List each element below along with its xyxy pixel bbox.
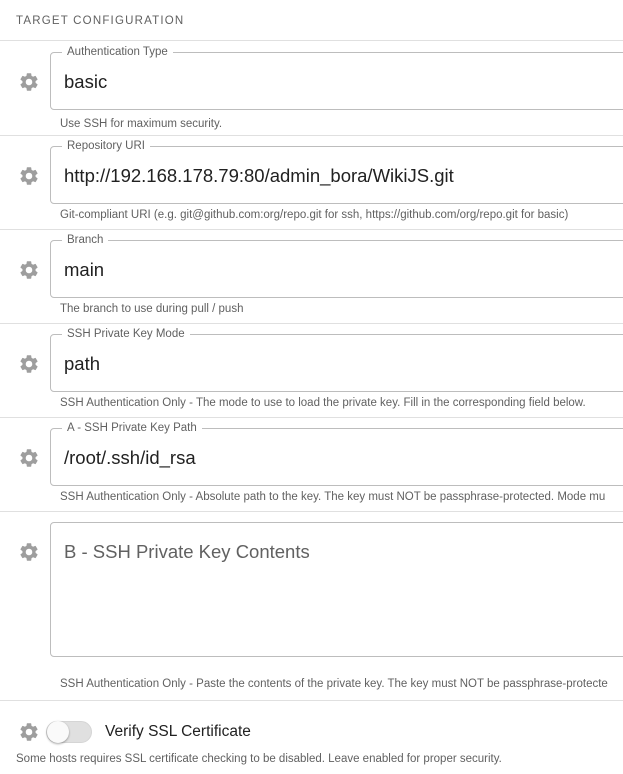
- branch-hint: The branch to use during pull / push: [60, 303, 244, 315]
- ssh-private-key-mode-input[interactable]: [50, 328, 623, 392]
- ssh-private-key-path-input[interactable]: [50, 422, 623, 486]
- repository-uri-hint: Git-compliant URI (e.g. git@github.com:org/repo.git for ssh, https://github.com/org/repo.git for basic): [60, 209, 569, 221]
- verify-ssl-label: Verify SSL Certificate: [105, 723, 251, 740]
- gear-icon: [18, 447, 40, 469]
- branch-input[interactable]: [50, 234, 623, 298]
- ssh-private-key-path-hint: SSH Authentication Only - Absolute path to the key. The key must NOT be passphrase-protected. Mode mu: [60, 491, 606, 503]
- ssh-private-key-contents-hint: SSH Authentication Only - Paste the contents of the private key. The key must NOT be passphrase-protecte: [60, 678, 608, 690]
- authentication-type-legend: Authentication Type: [62, 45, 173, 59]
- divider-2: [0, 229, 623, 230]
- ssh-private-key-path-value: /root/.ssh/id_rsa: [64, 447, 196, 468]
- gear-icon: [18, 165, 40, 187]
- verify-ssl-toggle-knob[interactable]: [47, 721, 69, 743]
- branch-value: main: [64, 259, 105, 280]
- ssh-private-key-contents-placeholder: B - SSH Private Key Contents: [64, 541, 310, 562]
- authentication-type-hint: Use SSH for maximum security.: [60, 118, 223, 130]
- ssh-private-key-mode-hint: SSH Authentication Only - The mode to use to load the private key. Fill in the corresponding field below.: [60, 397, 586, 409]
- repository-uri-value: http://192.168.178.79:80/admin_bora/WikiJS.git: [64, 165, 454, 186]
- divider-3: [0, 323, 623, 324]
- authentication-type-input[interactable]: [50, 46, 623, 110]
- gear-icon: [18, 259, 40, 281]
- divider-6: [0, 700, 623, 701]
- gear-icon: [18, 721, 40, 743]
- ssh-private-key-mode-legend: SSH Private Key Mode: [62, 327, 190, 341]
- gear-icon: [18, 71, 40, 93]
- ssh-private-key-path-legend: A - SSH Private Key Path: [62, 421, 202, 435]
- gear-icon: [18, 353, 40, 375]
- divider-1: [0, 135, 623, 136]
- header-divider: [0, 40, 623, 41]
- divider-4: [0, 417, 623, 418]
- repository-uri-legend: Repository URI: [62, 139, 150, 153]
- ssh-private-key-mode-value: path: [64, 353, 101, 374]
- divider-5: [0, 511, 623, 512]
- page-title: TARGET CONFIGURATION: [16, 15, 185, 27]
- ssh-private-key-contents-input[interactable]: [50, 522, 623, 657]
- branch-legend: Branch: [62, 233, 108, 247]
- verify-ssl-hint: Some hosts requires SSL certificate checking to be disabled. Leave enabled for proper security.: [16, 753, 502, 765]
- gear-icon: [18, 541, 40, 563]
- repository-uri-input[interactable]: [50, 140, 623, 204]
- authentication-type-value: basic: [64, 71, 108, 92]
